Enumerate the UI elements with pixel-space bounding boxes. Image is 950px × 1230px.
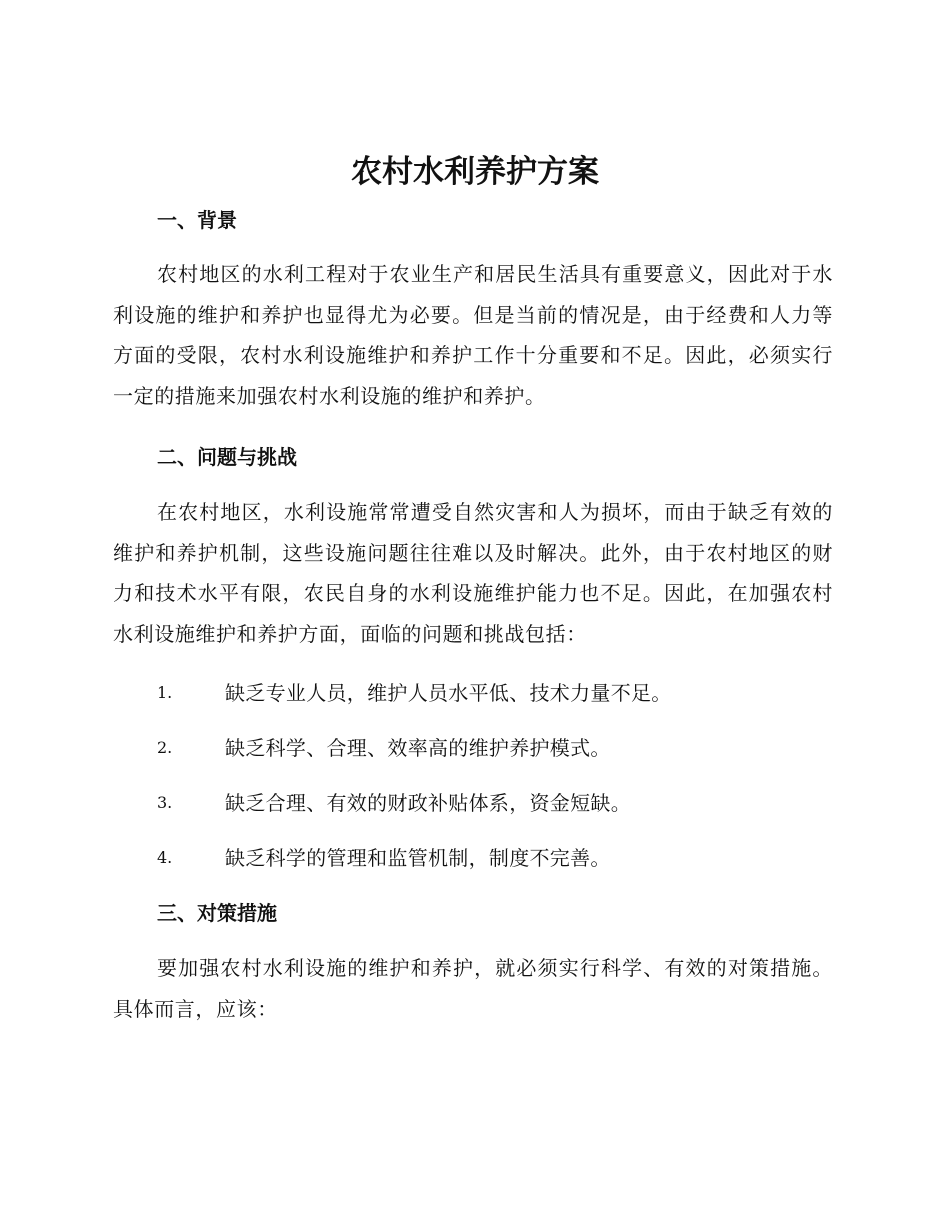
section-heading-problems: 二、问题与挑战 xyxy=(157,445,297,469)
list-item-text: 缺乏专业人员，维护人员水平低、技术力量不足。 xyxy=(225,681,672,705)
section-heading-background: 一、背景 xyxy=(157,208,237,232)
list-item-text: 缺乏科学、合理、效率高的维护养护模式。 xyxy=(225,736,611,760)
list-item-text: 缺乏科学的管理和监管机制，制度不完善。 xyxy=(225,846,611,870)
list-item-number: 3. xyxy=(157,793,173,812)
list-item-text: 缺乏合理、有效的财政补贴体系，资金短缺。 xyxy=(225,791,631,815)
paragraph-background: 农村地区的水利工程对于农业生产和居民生活具有重要意义，因此对于水利设施的维护和养护也显得尤为必要。但是当前的情况是，由于经费和人力等方面的受限，农村水利设施维护和养护工作十分重要和不足。因此，必须实行一定的措施来加强农村水利设施的维护和养护。 xyxy=(113,262,833,408)
document-title: 农村水利养护方案 xyxy=(351,154,599,190)
list-item-number: 2. xyxy=(157,738,173,757)
paragraph-measures: 要加强农村水利设施的维护和养护，就必须实行科学、有效的对策措施。具体而言，应该： xyxy=(113,956,833,1021)
list-item-number: 1. xyxy=(157,683,173,702)
section-heading-measures: 三、对策措施 xyxy=(157,901,277,925)
paragraph-problems: 在农村地区，水利设施常常遭受自然灾害和人为损坏，而由于缺乏有效的维护和养护机制，这些设施问题往往难以及时解决。此外，由于农村地区的财力和技术水平有限，农民自身的水利设施维护能力也不足。因此，在加强农村水利设施维护和养护方面，面临的问题和挑战包括： xyxy=(113,500,833,646)
list-item-number: 4. xyxy=(157,848,173,867)
